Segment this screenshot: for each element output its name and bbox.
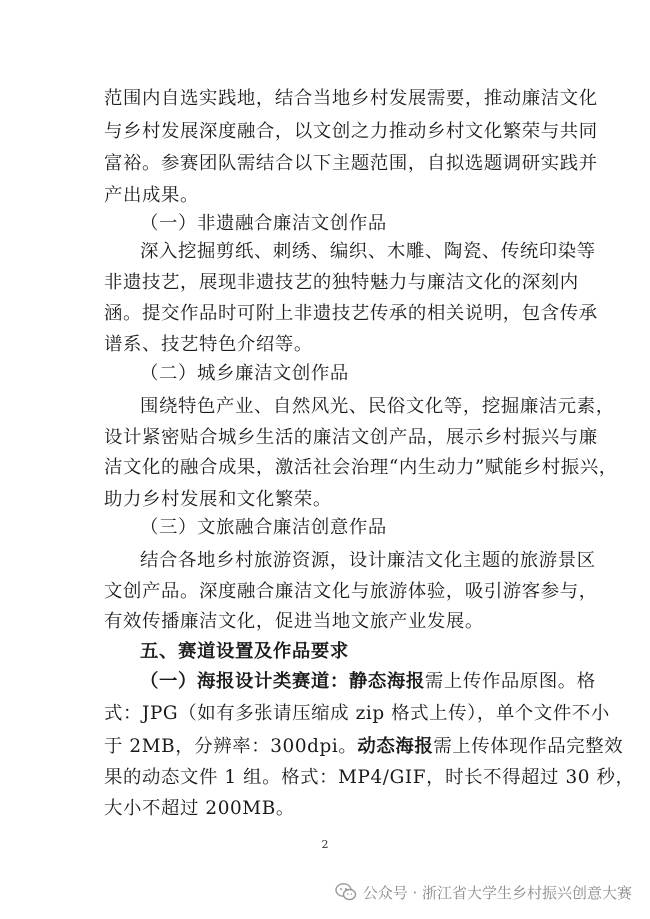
para-line: 涵。提交作品时可附上非遗技艺传承的相关说明，包含传承 — [104, 303, 598, 324]
para-line: 围绕特色产业、自然风光、民俗文化等，挖掘廉洁元素， — [140, 396, 615, 417]
spec-text: 需上传体现作品完整效 — [433, 736, 624, 757]
para-line: 洁文化的融合成果，激活社会治理“内生动力”赋能乡村振兴， — [104, 457, 618, 478]
para-line — [104, 734, 624, 760]
track-title: （一）海报设计类赛道：静态海报 — [140, 671, 425, 692]
watermark-text: 公众号 · 浙江省大学生乡村振兴创意大赛 — [362, 883, 632, 902]
para-line: 富裕。参赛团队需结合以下主题范围，自拟选题调研实践并 — [104, 153, 598, 174]
para-line: 深入挖掘剪纸、刺绣、编织、木雕、陶瓷、传统印染等 — [140, 241, 596, 262]
para-line: 结合各地乡村旅游资源，设计廉洁文化主题的旅游景区 — [140, 550, 596, 571]
para-line: 谱系、技艺特色介绍等。 — [104, 334, 313, 355]
para-line: 果的动态文件 1 组。格式：MP4/GIF，时长不得超过 30 秒， — [104, 767, 635, 788]
para-line: 与乡村发展深度融合，以文创之力推动乡村文化繁荣与共同 — [104, 121, 598, 142]
para-line: 式：JPG（如有多张请压缩成 zip 格式上传），单个文件不小 — [104, 703, 610, 724]
section-3-title: （三）文旅融合廉洁创意作品 — [140, 517, 387, 538]
section-5-heading: 五、赛道设置及作品要求 — [140, 641, 349, 662]
para-line: 产出成果。 — [104, 185, 199, 206]
para-line: 设计紧密贴合城乡生活的廉洁文创产品，展示乡村振兴与廉 — [104, 427, 598, 448]
watermark — [335, 878, 632, 906]
para-line: 非遗技艺，展现非遗技艺的独特魅力与廉洁文化的深刻内 — [104, 272, 579, 293]
para-line: 大小不超过 200MB。 — [104, 798, 295, 819]
section-1-title: （一）非遗融合廉洁文创作品 — [140, 213, 387, 234]
para-line: 助力乡村发展和文化繁荣。 — [104, 489, 332, 510]
wechat-icon — [335, 882, 357, 902]
para-line — [140, 669, 596, 695]
para-line: 范围内自选实践地，结合当地乡村发展需要，推动廉洁文化 — [104, 88, 598, 109]
track-text: 需上传作品原图。格 — [424, 671, 596, 692]
spec-text: 于 2MB，分辨率：300dpi。 — [104, 736, 358, 757]
para-line: 有效传播廉洁文化，促进当地文旅产业发展。 — [104, 611, 484, 632]
para-line: 文创产品。深度融合廉洁文化与旅游体验，吸引游客参与， — [104, 581, 598, 602]
dynamic-poster-label: 动态海报 — [357, 736, 434, 757]
page-number: 2 — [321, 838, 329, 851]
section-2-title: （二）城乡廉洁文创作品 — [140, 363, 349, 384]
